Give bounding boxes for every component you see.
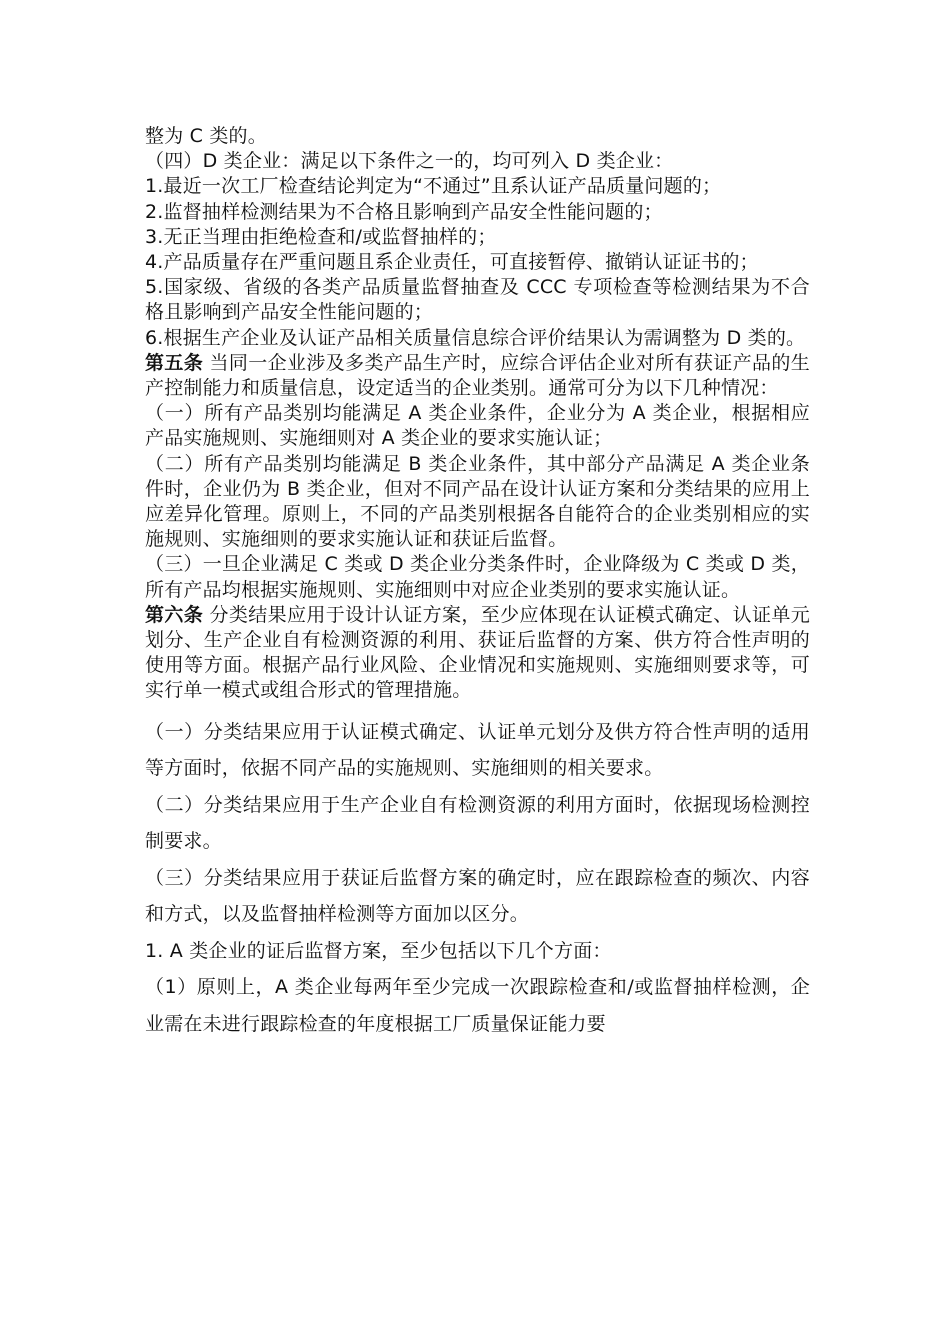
paragraph: 3.无正当理由拒绝检查和/或监督抽样的； <box>145 225 497 248</box>
paragraph: 5.国家级、省级的各类产品质量监督抽查及 CCC 专项检查等检测结果为不合格且影响到产品安全性能问题的； <box>145 276 810 324</box>
paragraph: 2.监督抽样检测结果为不合格且影响到产品安全性能问题的； <box>145 200 663 223</box>
paragraph: 1. A 类企业的证后监督方案，至少包括以下几个方面： <box>145 939 612 962</box>
paragraph: （二）分类结果应用于生产企业自有检测资源的利用方面时，依据现场检测控制要求。 <box>145 793 810 853</box>
article-5-text: 当同一企业涉及多类产品生产时，应综合评估企业对所有获证产品的生产控制能力和质量信息，设定适当的企业类别。通常可分为以下几种情况： <box>145 351 810 400</box>
paragraph: （四）D 类企业：满足以下条件之一的，均可列入 D 类企业： <box>145 150 674 173</box>
paragraph: 整为 C 类的。 <box>145 125 267 147</box>
article-6-paragraph <box>145 603 810 704</box>
document-body <box>145 124 810 1042</box>
article-6-heading: 第六条 <box>145 603 204 626</box>
paragraph: （一）分类结果应用于认证模式确定、认证单元划分及供方符合性声明的适用等方面时，依据不同产品的实施规则、实施细则的相关要求。 <box>145 720 810 780</box>
paragraph: 4.产品质量存在严重问题且系企业责任，可直接暂停、撤销认证证书的； <box>145 251 759 274</box>
paragraph: （1）原则上，A 类企业每两年至少完成一次跟踪检查和/或监督抽样检测，企业需在未进行跟踪检查的年度根据工厂质量保证能力要 <box>145 976 810 1035</box>
paragraph: 1.最近一次工厂检查结论判定为“不通过”且系认证产品质量问题的； <box>145 175 722 198</box>
article-5-heading: 第五条 <box>145 351 204 374</box>
paragraph: 6.根据生产企业及认证产品相关质量信息综合评价结果认为需调整为 D 类的。 <box>145 326 806 349</box>
article-6-text: 分类结果应用于设计认证方案，至少应体现在认证模式确定、认证单元划分、生产企业自有检测资源的利用、获证后监督的方案、供方符合性声明的使用等方面。根据产品行业风险、企业情况和实施规则、实施细则要求等，可实行单一模式或组合形式的管理措施。 <box>145 603 810 702</box>
loose-section <box>145 714 810 1043</box>
paragraph: （一）所有产品类别均能满足 A 类企业条件，企业分为 A 类企业，根据相应产品实施规则、实施细则对 A 类企业的要求实施认证； <box>145 402 810 450</box>
article-5-paragraph <box>145 351 810 401</box>
paragraph: （二）所有产品类别均能满足 B 类企业条件，其中部分产品满足 A 类企业条件时，企业仍为 B 类企业，但对不同产品在设计认证方案和分类结果的应用上应差异化管理。原则上，不同的产品类别根据各自能符合的企业类别相应的实施规则、实施细则的要求实施认证和获证后监督。 <box>145 452 810 551</box>
tight-section <box>145 124 810 704</box>
paragraph: （三）分类结果应用于获证后监督方案的确定时，应在跟踪检查的频次、内容和方式，以及监督抽样检测等方面加以区分。 <box>145 866 810 926</box>
paragraph: （三）一旦企业满足 C 类或 D 类企业分类条件时，企业降级为 C 类或 D 类，所有产品均根据实施规则、实施细则中对应企业类别的要求实施认证。 <box>145 553 810 601</box>
